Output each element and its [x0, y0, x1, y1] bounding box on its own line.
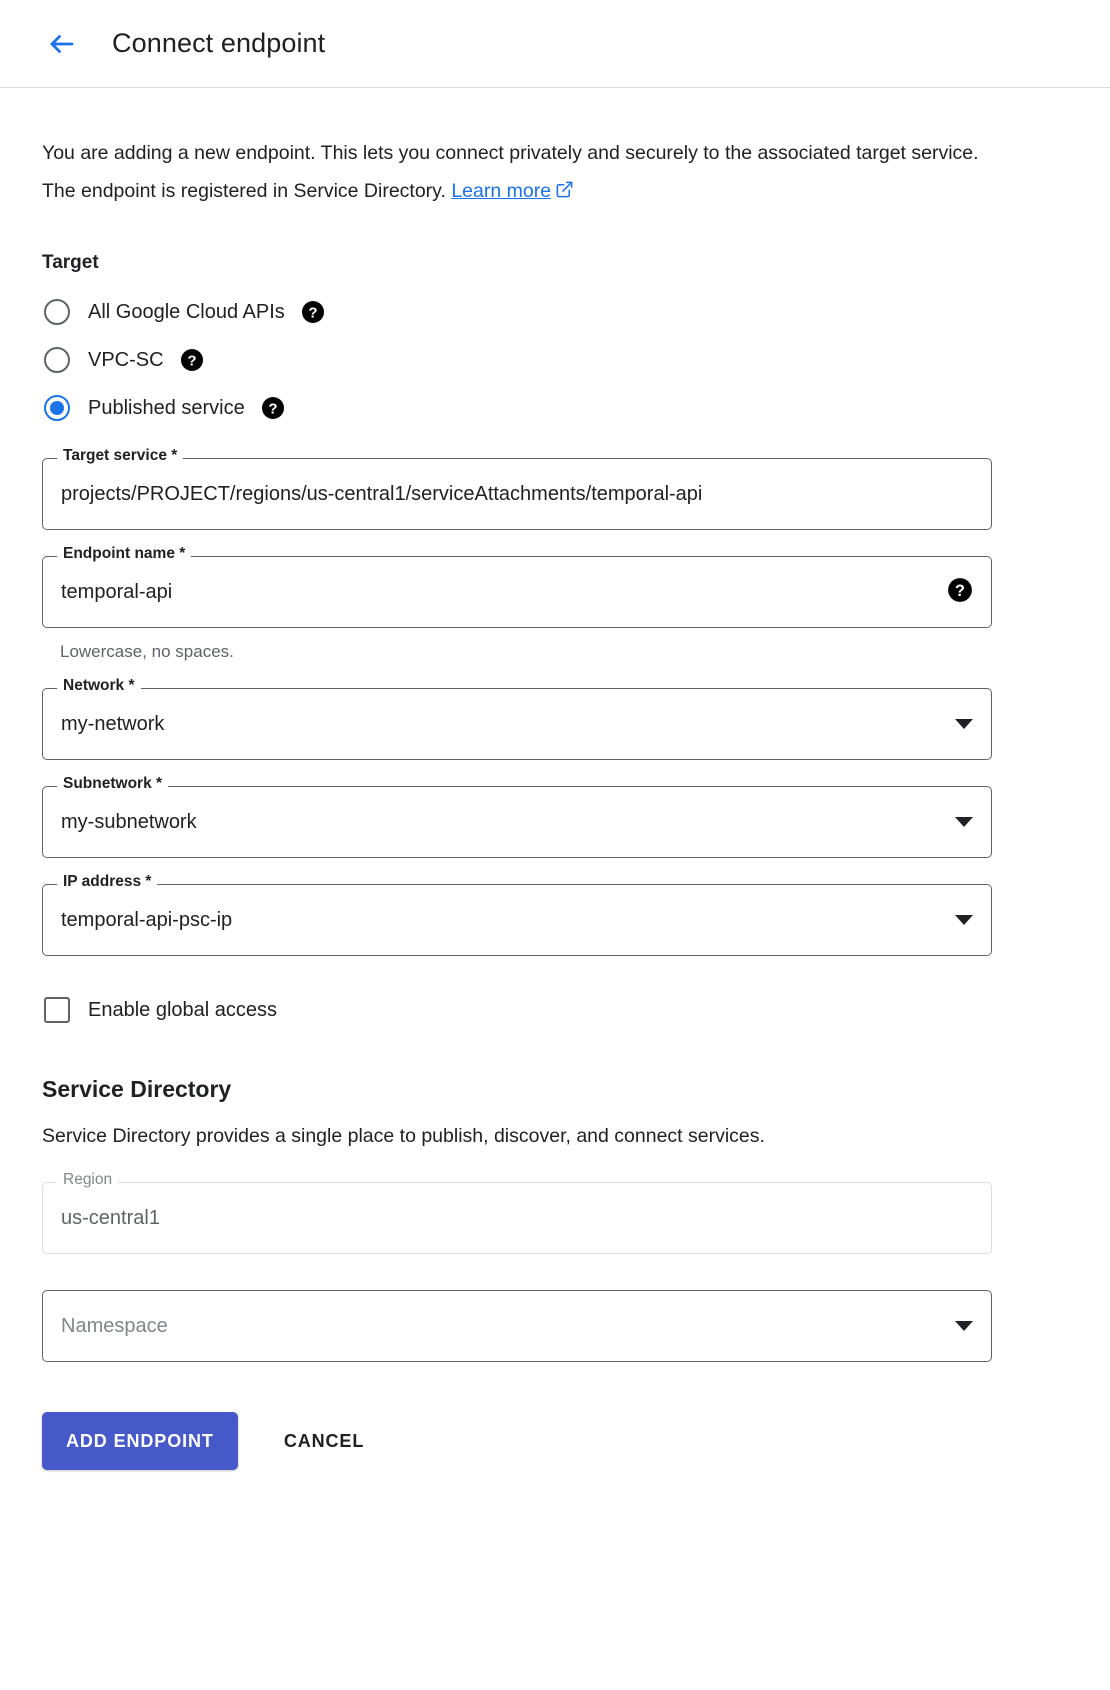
enable-global-access-row[interactable] [42, 990, 1070, 1030]
radio-vpc-sc[interactable] [42, 336, 1070, 384]
help-icon[interactable] [180, 348, 204, 372]
target-service-value[interactable]: projects/PROJECT/regions/us-central1/serviceAttachments/temporal-api [61, 482, 703, 505]
namespace-select[interactable] [42, 1290, 992, 1362]
endpoint-name-value[interactable]: temporal-api [61, 580, 173, 603]
ip-address-value: temporal-api-psc-ip [61, 908, 233, 931]
svg-text:?: ? [268, 400, 278, 418]
subnetwork-label: Subnetwork * [57, 776, 168, 792]
radio-published-service[interactable] [42, 384, 1070, 432]
target-section-label: Target [42, 252, 99, 274]
subnetwork-value: my-subnetwork [61, 810, 197, 833]
back-button[interactable] [40, 22, 84, 66]
region-field [42, 1171, 992, 1254]
ip-address-label: IP address * [57, 874, 157, 890]
namespace-value: Namespace [61, 1314, 168, 1337]
network-select[interactable] [42, 677, 992, 760]
region-value: us-central1 [61, 1206, 160, 1229]
service-directory-description: Service Directory provides a single place to publish, discover, and connect services. [42, 1125, 765, 1148]
network-value: my-network [61, 712, 165, 735]
radio-all-google-cloud-apis[interactable] [42, 288, 1070, 336]
external-link-icon[interactable] [555, 174, 574, 212]
target-service-label: Target service * [57, 448, 183, 464]
chevron-down-icon[interactable] [955, 719, 973, 729]
svg-text:?: ? [308, 304, 318, 322]
region-label: Region [57, 1172, 118, 1188]
intro-text [42, 134, 994, 212]
page-title: Connect endpoint [112, 28, 326, 58]
svg-text:?: ? [955, 581, 965, 600]
learn-more-link[interactable]: Learn more [451, 180, 552, 203]
subnetwork-select[interactable] [42, 775, 992, 858]
arrow-left-icon [47, 29, 77, 59]
endpoint-name-helper: Lowercase, no spaces. [60, 642, 234, 662]
radio-label: VPC-SC [88, 348, 164, 371]
cancel-button[interactable]: CANCEL [264, 1412, 384, 1470]
enable-global-access-checkbox[interactable] [44, 997, 70, 1023]
help-icon[interactable] [301, 300, 325, 324]
svg-text:?: ? [186, 352, 197, 370]
radio-label: Published service [88, 396, 245, 419]
radio-indicator[interactable] [44, 347, 70, 373]
chevron-down-icon[interactable] [955, 1321, 973, 1331]
page-header [0, 0, 1110, 88]
chevron-down-icon[interactable] [955, 915, 973, 925]
service-directory-title: Service Directory [42, 1076, 232, 1103]
form-content [0, 88, 1110, 1530]
form-actions [42, 1412, 1070, 1530]
help-icon[interactable] [261, 396, 285, 420]
add-endpoint-button[interactable]: ADD ENDPOINT [42, 1412, 238, 1470]
radio-label: All Google Cloud APIs [88, 300, 285, 323]
enable-global-access-label: Enable global access [88, 998, 278, 1021]
chevron-down-icon[interactable] [955, 817, 973, 827]
network-label: Network * [57, 678, 141, 694]
endpoint-name-label: Endpoint name * [57, 546, 191, 562]
radio-indicator[interactable] [44, 395, 70, 421]
intro-description: You are adding a new endpoint. This lets you connect privately and securely to the associated target service. The endpoint is registered in Service Directory. [42, 142, 979, 203]
ip-address-select[interactable] [42, 873, 992, 956]
help-icon[interactable] [947, 577, 973, 608]
endpoint-name-field[interactable] [42, 545, 992, 628]
radio-indicator[interactable] [44, 299, 70, 325]
target-service-field[interactable] [42, 447, 992, 530]
